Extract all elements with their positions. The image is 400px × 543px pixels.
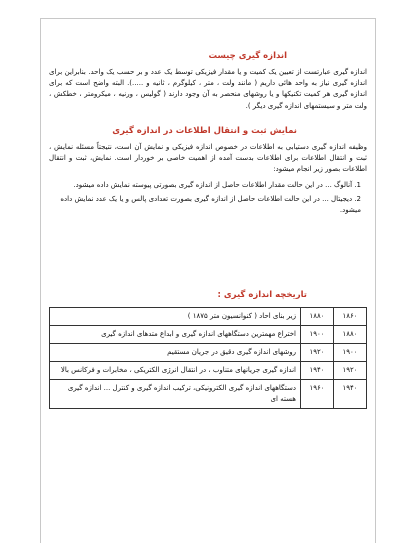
- description-cell: دستگاههای اندازه گیری الکترونیکی، ترکیب اندازه گیری و کنترل ... اندازه گیری هسته ای: [50, 380, 301, 409]
- year-from-cell: ۱۹۲۰: [334, 362, 367, 380]
- display-methods-list: [49, 180, 367, 216]
- description-cell: روشهای اندازه گیری دقیق در جریان مستقیم: [50, 344, 301, 362]
- section-body-what-is-measurement: اندازه گیری عبارتست از تعیین یک کمیت و یا مقدار فیزیکی توسط یک عدد و بر حسب یک واحد. بنابراین برای اندازه گیری نیاز به واحد هائی داریم ( مانند ولت ، متر ، کیلوگرم ، ثانیه و .....). البته واضح است که برای اندازه گیری هر کمیت تکنیکها و یا روشهای منحصر به آن وجود دارند ( گولیس ، ورنیه ، میکرومتر ، خطکش ، ولت متر و سیستمهای اندازه گیری دیگر ).: [49, 68, 367, 110]
- description-cell: اندازه گیری جریانهای متناوب ، در انتقال انرژی الکتریکی ، مخابرات و فرکانس بالا: [50, 362, 301, 380]
- year-to-cell: ۱۹۶۰: [301, 380, 334, 409]
- list-item-analog: 1. آنالوگ ... در این حالت مقدار اطلاعات حاصل از اندازه گیری بصورتی پیوسته نمایش داده میشود.: [73, 181, 361, 190]
- table-row: [50, 326, 367, 344]
- section-title-what-is-measurement: اندازه گیری چیست: [208, 51, 287, 61]
- section-title-display-recording: نمایش ثبت و انتقال اطلاعات در اندازه گیری: [112, 125, 297, 136]
- section-title-history: تاریخچه اندازه گیری :: [217, 290, 307, 301]
- year-from-cell: ۱۸۶۰: [334, 308, 367, 326]
- description-cell: زیر بنای احاد ( کنوانسیون متر ۱۸۷۵ ): [50, 308, 301, 326]
- year-to-cell: ۱۸۸۰: [301, 308, 334, 326]
- document-content: [49, 51, 367, 409]
- year-from-cell: ۱۹۰۰: [334, 344, 367, 362]
- history-table: [49, 307, 367, 409]
- document-page: [40, 18, 376, 543]
- list-item-digital: 2. دیجیتال ... در این حالت اطلاعات حاصل از اندازه گیری بصورت تعدادی پالس و یا یک عدد نمایش داده میشود.: [60, 194, 361, 214]
- table-row: [50, 308, 367, 326]
- year-to-cell: ۱۹۴۰: [301, 362, 334, 380]
- table-row: [50, 344, 367, 362]
- year-from-cell: ۱۹۴۰: [334, 380, 367, 409]
- section-body-display-recording: وظیفه اندازه گیری دستیابی به اطلاعات در خصوص اندازه فیزیکی و نمایش آن است، نتیجتاً مسئله نمایش ، ثبت و انتقال اطلاعات برای اطلاعات بدست آمده از اهمیت خاصی بر خوردار است. نمایش، ثبت و انتقال اطلاعات بصور زیر انجام میشود:: [49, 142, 367, 174]
- year-to-cell: ۱۹۲۰: [301, 344, 334, 362]
- year-to-cell: ۱۹۰۰: [301, 326, 334, 344]
- table-row: [50, 380, 367, 409]
- year-from-cell: ۱۸۸۰: [334, 326, 367, 344]
- description-cell: اختراع مهمترین دستگاههای اندازه گیری و ابداع متدهای اندازه گیری: [50, 326, 301, 344]
- table-row: [50, 362, 367, 380]
